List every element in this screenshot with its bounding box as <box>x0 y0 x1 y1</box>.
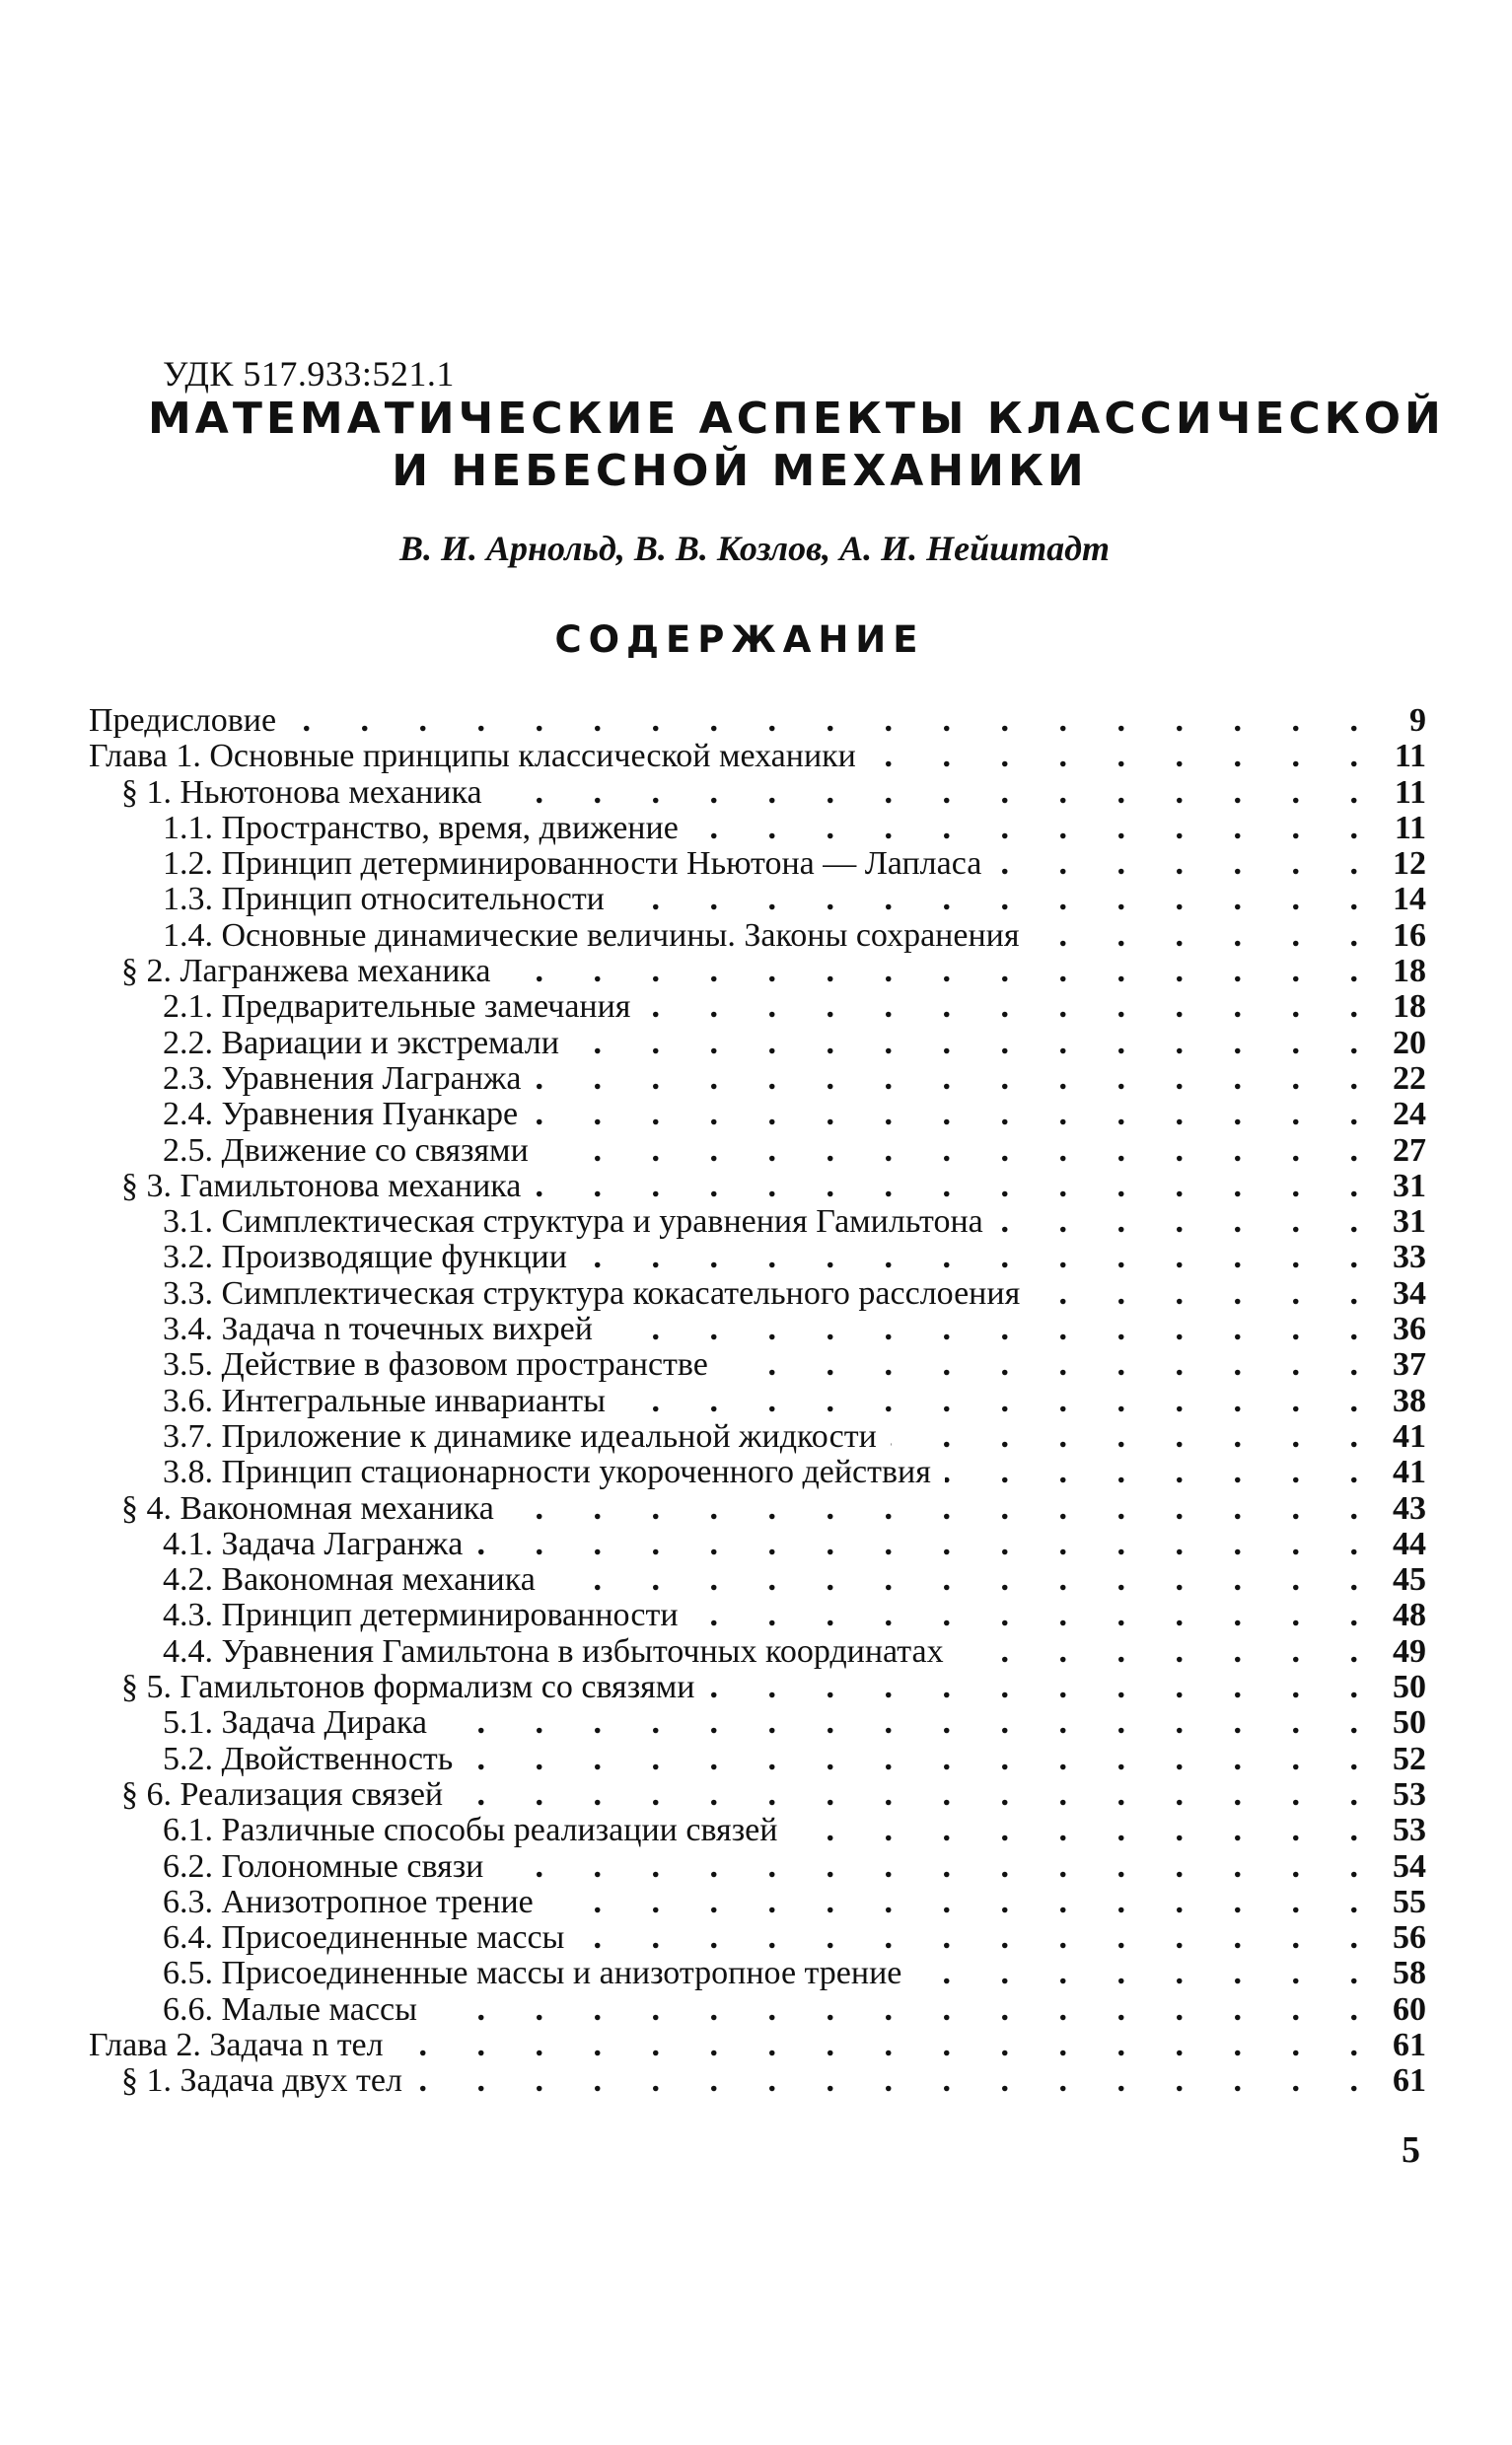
toc-entry-title: 3.1. Симплектическая структура и уравнения Гамильтона <box>163 1203 983 1241</box>
toc-leader-dots <box>397 2028 1379 2063</box>
toc-entry-title: 2.5. Движение со связями <box>163 1131 529 1169</box>
toc-leader-dots <box>791 1813 1379 1848</box>
toc-entry-page: 61 <box>1393 2062 1426 2100</box>
toc-entry-title: 6.5. Присоединенные массы и анизотропное трение <box>163 1955 902 1992</box>
toc-entry <box>89 1133 1426 1169</box>
toc-leader-dots <box>581 1240 1379 1275</box>
toc-entry-title: 1.3. Принцип относительности <box>163 881 605 918</box>
toc-entry <box>89 1204 1426 1240</box>
table-of-contents <box>89 703 1426 2100</box>
toc-entry-page: 48 <box>1393 1597 1426 1634</box>
toc-entry-page: 36 <box>1393 1311 1426 1348</box>
toc-entry-title: 4.1. Задача Лагранжа <box>163 1525 464 1562</box>
toc-leader-dots <box>535 1169 1379 1204</box>
toc-entry <box>89 1598 1426 1633</box>
toc-leader-dots <box>532 1097 1379 1132</box>
toc-entry-page: 53 <box>1393 1775 1426 1813</box>
toc-entry <box>89 1169 1426 1204</box>
toc-entry <box>89 1276 1426 1312</box>
toc-entry-title: 2.1. Предварительные замечания <box>163 988 631 1026</box>
toc-entry-page: 31 <box>1393 1203 1426 1241</box>
toc-entry-title: 3.6. Интегральные инварианты <box>163 1382 606 1419</box>
toc-entry <box>89 1061 1426 1097</box>
toc-leader-dots <box>573 1026 1379 1061</box>
toc-entry-title: Глава 1. Основные принципы классической механики <box>89 738 856 775</box>
toc-entry-page: 11 <box>1394 738 1426 775</box>
toc-leader-dots <box>416 2063 1379 2099</box>
toc-entry-title: Глава 2. Задача n тел <box>89 2026 384 2063</box>
toc-entry <box>89 2028 1426 2063</box>
toc-entry <box>89 1347 1426 1383</box>
toc-entry-title: § 1. Ньютонова механика <box>121 773 482 811</box>
toc-entry-page: 12 <box>1393 845 1426 883</box>
toc-leader-dots <box>578 1920 1379 1956</box>
toc-leader-dots <box>457 1777 1379 1813</box>
toc-leader-dots <box>1034 918 1380 954</box>
toc-entry-page: 9 <box>1409 702 1426 739</box>
toc-entry-page: 34 <box>1393 1274 1426 1312</box>
toc-leader-dots <box>722 1347 1379 1383</box>
toc-entry-page: 45 <box>1393 1561 1426 1599</box>
toc-entry-page: 52 <box>1393 1740 1426 1777</box>
toc-entry <box>89 1312 1426 1347</box>
toc-entry-page: 20 <box>1393 1024 1426 1061</box>
toc-entry-title: 5.1. Задача Дирака <box>163 1704 427 1742</box>
toc-entry <box>89 954 1426 989</box>
toc-entry-title: § 2. Лагранжева механика <box>121 953 491 990</box>
toc-leader-dots <box>290 703 1379 739</box>
toc-entry <box>89 1455 1426 1490</box>
toc-entry-page: 37 <box>1393 1346 1426 1384</box>
toc-entry-title: 3.5. Действие в фазовом пространстве <box>163 1346 708 1384</box>
toc-entry <box>89 1849 1426 1885</box>
toc-leader-dots <box>1034 1276 1379 1312</box>
toc-leader-dots <box>505 954 1380 989</box>
toc-leader-dots <box>536 1061 1379 1097</box>
toc-entry-title: 3.3. Симплектическая структура кокасательного расслоения <box>163 1274 1021 1312</box>
toc-entry-page: 14 <box>1393 881 1426 918</box>
toc-entry-page: 56 <box>1393 1919 1426 1957</box>
toc-entry-page: 41 <box>1393 1417 1426 1455</box>
toc-leader-dots <box>997 1204 1379 1240</box>
toc-entry-page: 33 <box>1393 1239 1426 1276</box>
toc-entry-page: 27 <box>1393 1131 1426 1169</box>
toc-entry-title: § 4. Вакономная механика <box>121 1489 494 1527</box>
toc-entry-page: 24 <box>1393 1096 1426 1133</box>
toc-entry-title: § 5. Гамильтонов формализм со связями <box>121 1669 695 1706</box>
toc-entry <box>89 1777 1426 1813</box>
toc-entry-title: Предисловие <box>89 702 277 739</box>
authors: В. И. Арнольд, В. В. Козлов, А. И. Нейштадт <box>398 529 1111 568</box>
toc-entry-page: 55 <box>1393 1883 1426 1920</box>
toc-entry-title: § 3. Гамильтонова механика <box>121 1167 522 1204</box>
toc-entry-title: 6.4. Присоединенные массы <box>163 1919 565 1957</box>
toc-entry <box>89 1491 1426 1527</box>
toc-entry-title: 3.2. Производящие функции <box>163 1239 567 1276</box>
toc-entry <box>89 1885 1426 1920</box>
toc-entry-title: 4.3. Принцип детерминированности <box>163 1597 679 1634</box>
toc-entry <box>89 1634 1426 1670</box>
toc-leader-dots <box>995 846 1379 882</box>
toc-entry-title: 2.3. Уравнения Лагранжа <box>163 1059 522 1097</box>
toc-leader-dots <box>497 1849 1379 1885</box>
toc-leader-dots <box>945 1455 1379 1490</box>
toc-entry-title: § 1. Задача двух тел <box>121 2062 402 2100</box>
toc-entry <box>89 1670 1426 1705</box>
toc-entry <box>89 1742 1426 1777</box>
toc-entry <box>89 1384 1426 1419</box>
toc-entry-title: 4.2. Вакономная механика <box>163 1561 536 1599</box>
toc-entry <box>89 739 1426 774</box>
toc-entry-title: 1.4. Основные динамические величины. Законы сохранения <box>163 916 1020 954</box>
toc-leader-dots <box>607 1312 1379 1347</box>
toc-leader-dots <box>619 1384 1379 1419</box>
toc-entry-title: 6.6. Малые массы <box>163 1990 417 2028</box>
toc-entry-page: 44 <box>1393 1525 1426 1562</box>
toc-leader-dots <box>496 775 1379 811</box>
toc-entry <box>89 811 1426 846</box>
toc-entry-page: 50 <box>1393 1669 1426 1706</box>
udk-code: УДК 517.933:521.1 <box>163 354 455 394</box>
toc-entry-page: 16 <box>1393 916 1426 954</box>
toc-leader-dots <box>542 1133 1379 1169</box>
toc-entry-title: 6.3. Анизотропное трение <box>163 1883 534 1920</box>
toc-entry <box>89 1992 1426 2028</box>
toc-entry-page: 49 <box>1393 1632 1426 1670</box>
toc-leader-dots <box>870 739 1379 774</box>
toc-leader-dots <box>476 1527 1379 1562</box>
contents-heading: СОДЕРЖАНИЕ <box>554 618 925 661</box>
toc-entry-title: § 6. Реализация связей <box>121 1775 444 1813</box>
toc-leader-dots <box>549 1562 1379 1598</box>
toc-entry-title: 1.1. Пространство, время, движение <box>163 809 679 846</box>
toc-entry-page: 18 <box>1393 988 1426 1026</box>
toc-entry <box>89 1956 1426 1991</box>
toc-entry <box>89 1097 1426 1132</box>
toc-leader-dots <box>508 1491 1379 1527</box>
toc-leader-dots <box>692 1598 1379 1633</box>
chapter-title-line-1: МАТЕМАТИЧЕСКИЕ АСПЕКТЫ КЛАССИЧЕСКОЙ <box>148 394 1445 444</box>
toc-leader-dots <box>431 1992 1379 2028</box>
toc-entry-page: 54 <box>1393 1847 1426 1885</box>
toc-entry-title: 3.7. Приложение к динамике идеальной жидкости <box>163 1417 877 1455</box>
toc-entry-title: 2.2. Вариации и экстремали <box>163 1024 559 1061</box>
toc-entry <box>89 989 1426 1025</box>
toc-leader-dots <box>644 989 1379 1025</box>
toc-entry-page: 18 <box>1393 953 1426 990</box>
toc-entry <box>89 1419 1426 1455</box>
toc-entry-page: 31 <box>1393 1167 1426 1204</box>
toc-entry <box>89 775 1426 811</box>
toc-leader-dots <box>618 882 1379 917</box>
toc-leader-dots <box>958 1634 1379 1670</box>
toc-leader-dots <box>692 811 1379 846</box>
toc-leader-dots <box>915 1956 1379 1991</box>
toc-entry-title: 6.1. Различные способы реализации связей <box>163 1812 778 1849</box>
toc-entry-page: 22 <box>1393 1059 1426 1097</box>
page-number: 5 <box>1402 2129 1420 2171</box>
toc-entry-page: 58 <box>1393 1955 1426 1992</box>
toc-entry <box>89 1240 1426 1275</box>
toc-leader-dots <box>467 1742 1379 1777</box>
toc-entry-page: 60 <box>1393 1990 1426 2028</box>
toc-entry-title: 2.4. Уравнения Пуанкаре <box>163 1096 519 1133</box>
toc-entry-page: 41 <box>1393 1454 1426 1491</box>
toc-leader-dots <box>441 1705 1379 1741</box>
toc-entry <box>89 703 1426 739</box>
toc-entry-title: 5.2. Двойственность <box>163 1740 454 1777</box>
toc-leader-dots <box>891 1419 1379 1455</box>
toc-entry <box>89 1705 1426 1741</box>
toc-leader-dots <box>708 1670 1379 1705</box>
toc-entry <box>89 1813 1426 1848</box>
toc-leader-dots <box>547 1885 1379 1920</box>
toc-entry <box>89 1562 1426 1598</box>
toc-entry-page: 11 <box>1394 809 1426 846</box>
toc-entry-page: 50 <box>1393 1704 1426 1742</box>
toc-entry <box>89 846 1426 882</box>
toc-entry-title: 6.2. Голономные связи <box>163 1847 484 1885</box>
toc-entry-title: 4.4. Уравнения Гамильтона в избыточных координатах <box>163 1632 944 1670</box>
toc-entry-page: 43 <box>1393 1489 1426 1527</box>
toc-entry-page: 61 <box>1393 2026 1426 2063</box>
toc-entry-title: 1.2. Принцип детерминированности Ньютона — Лапласа <box>163 845 982 883</box>
toc-entry-page: 53 <box>1393 1812 1426 1849</box>
toc-entry-title: 3.8. Принцип стационарности укороченного действия <box>163 1454 931 1491</box>
toc-entry-title: 3.4. Задача n точечных вихрей <box>163 1311 593 1348</box>
toc-entry <box>89 1026 1426 1061</box>
toc-entry <box>89 918 1426 954</box>
toc-entry <box>89 1527 1426 1562</box>
chapter-title-line-2: И НЕБЕСНОЙ МЕХАНИКИ <box>392 446 1088 496</box>
toc-entry <box>89 1920 1426 1956</box>
toc-entry-page: 38 <box>1393 1382 1426 1419</box>
toc-entry <box>89 882 1426 917</box>
toc-entry <box>89 2063 1426 2099</box>
toc-entry-page: 11 <box>1394 773 1426 811</box>
